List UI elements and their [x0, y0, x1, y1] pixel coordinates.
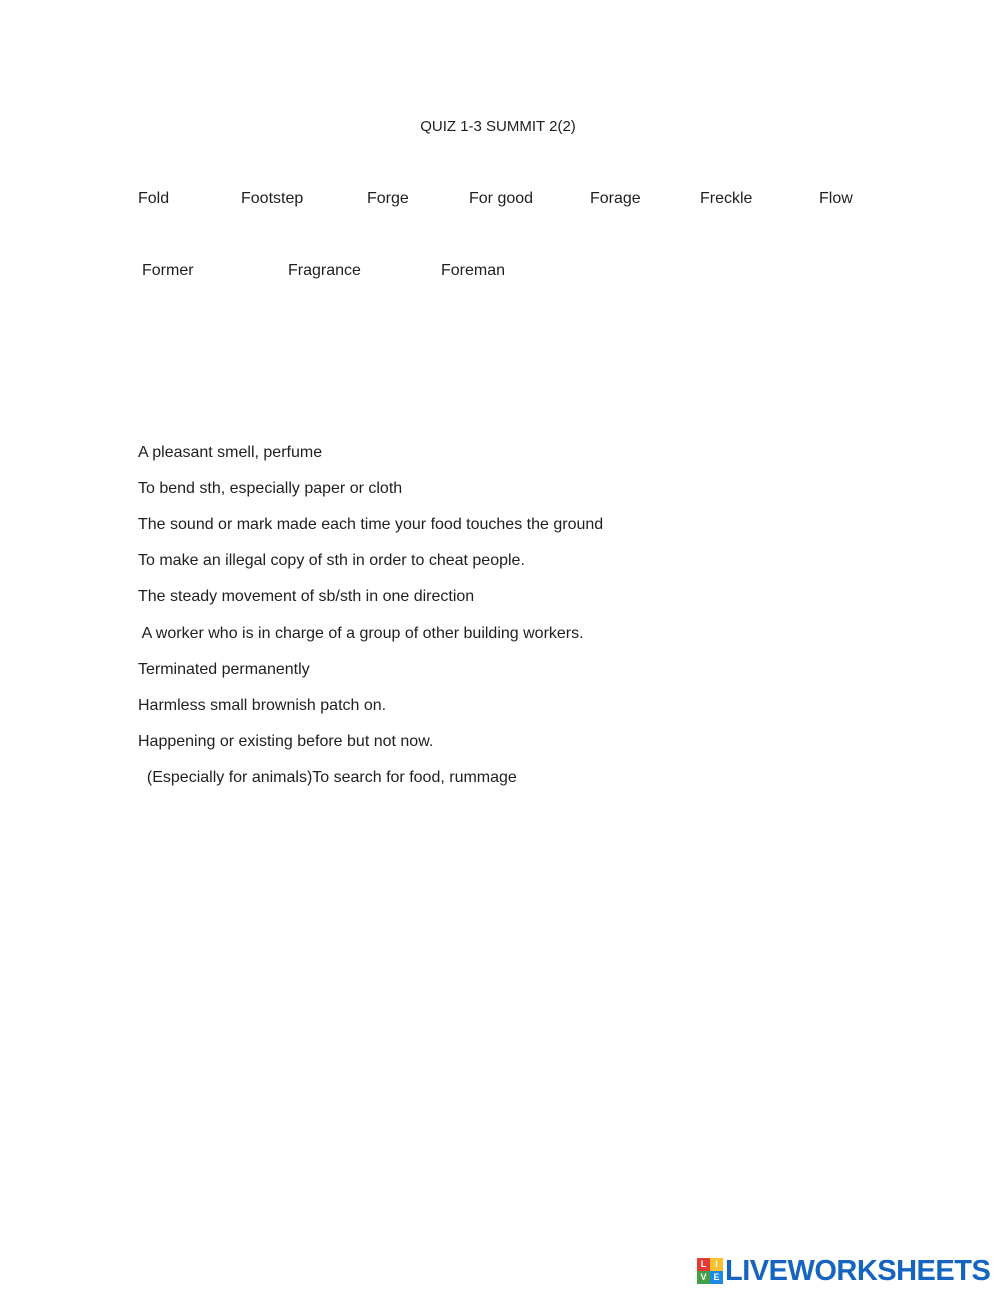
word-bank-item: Flow — [819, 190, 853, 207]
definition-item: A pleasant smell, perfume — [138, 444, 323, 461]
logo-mark-letter: I — [710, 1258, 723, 1271]
definition-item: (Especially for animals)To search for food, rummage — [138, 769, 517, 786]
word-bank-item: Forge — [367, 190, 409, 207]
logo-text: LIVEWORKSHEETS — [725, 1255, 991, 1287]
logo-mark-icon — [697, 1258, 723, 1284]
definition-item: The steady movement of sb/sth in one direction — [138, 588, 475, 605]
definition-item: To bend sth, especially paper or cloth — [138, 480, 403, 497]
definition-item: Harmless small brownish patch on. — [138, 697, 387, 714]
definition-item: To make an illegal copy of sth in order to cheat people. — [138, 552, 525, 569]
liveworksheets-logo — [697, 1254, 990, 1288]
page-title: QUIZ 1-3 SUMMIT 2(2) — [420, 118, 576, 135]
word-bank-item: Former — [142, 262, 194, 279]
definition-item: Happening or existing before but not now. — [138, 733, 434, 750]
word-bank-item: Foreman — [441, 262, 506, 279]
word-bank-item: Forage — [590, 190, 641, 207]
definition-item: Terminated permanently — [138, 661, 310, 678]
word-bank-item: Fold — [138, 190, 170, 207]
logo-mark-letter: V — [697, 1271, 710, 1284]
word-bank-item: Footstep — [241, 190, 304, 207]
logo-mark-letter: L — [697, 1258, 710, 1271]
word-bank-item: For good — [469, 190, 534, 207]
definition-item: A worker who is in charge of a group of other building workers. — [138, 625, 584, 642]
definition-item: The sound or mark made each time your food touches the ground — [138, 516, 604, 533]
logo-mark-letter: E — [710, 1271, 723, 1284]
word-bank-item: Freckle — [700, 190, 753, 207]
word-bank-item: Fragrance — [288, 262, 361, 279]
